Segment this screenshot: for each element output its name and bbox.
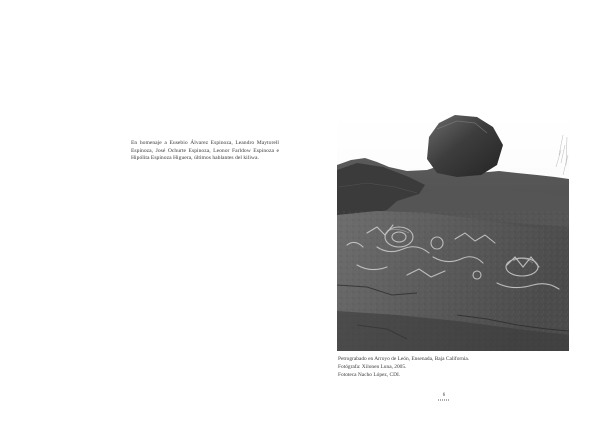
petroglyph-photo: [337, 115, 569, 351]
caption-line-photographer: Fotógrafa: Xilonen Luna, 2005.: [338, 364, 407, 370]
caption-line-location: Petrograbado en Arroyo de León, Ensenada, Baja California.: [338, 356, 470, 362]
page-number-ornament: [438, 399, 450, 401]
photo-caption: [338, 355, 570, 379]
dedication-text: En homenaje a Eusebio Álvarez Espinoza, Leandro Maytorell Espinoza, José Ochurte Espinoza, Leonor Farldow Espinoza e Hipólita Espinoza Higuera, últimos hablantes del kiliwa.: [131, 140, 279, 162]
caption-line-archive: Fototeca Nacho López, CDI.: [338, 372, 401, 378]
page-number: 6: [442, 393, 446, 398]
